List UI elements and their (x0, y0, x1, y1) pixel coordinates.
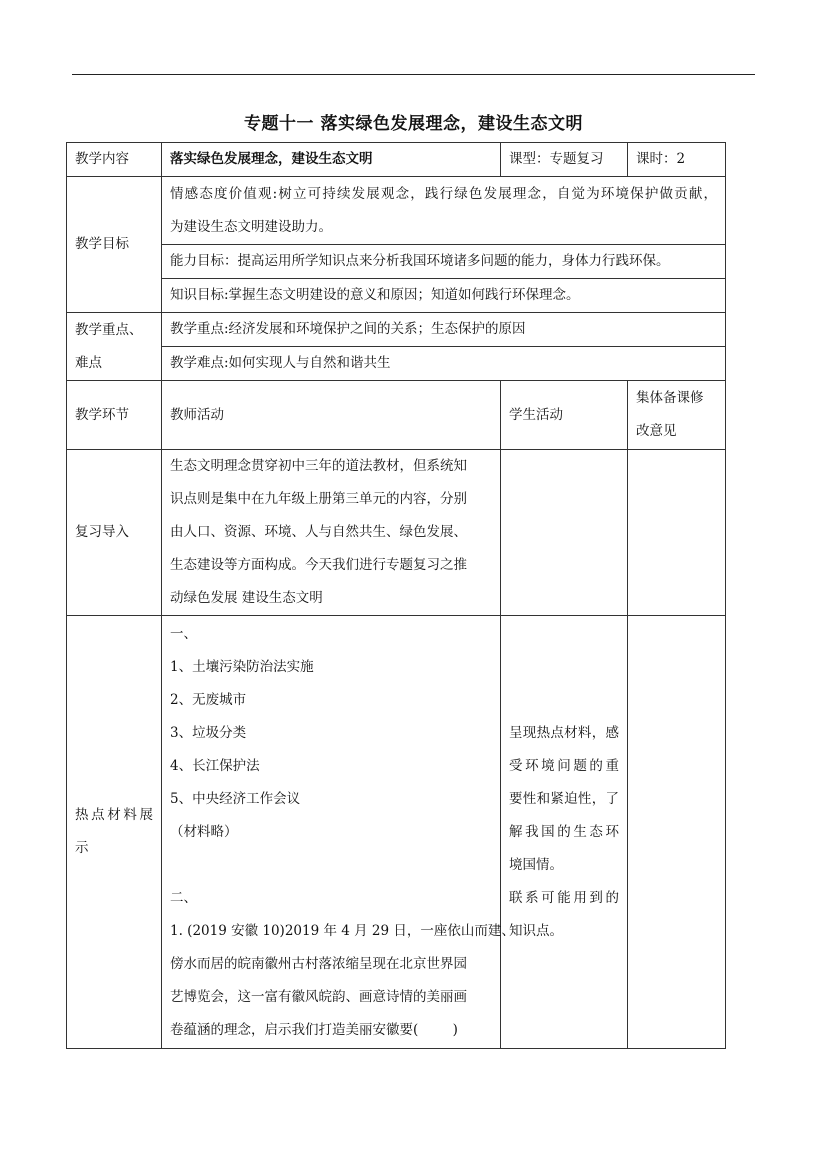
review-teacher-activity (162, 450, 501, 616)
stage-review: 复习导入 (67, 450, 162, 616)
key-focus: 教学重点:经济发展和环境保护之间的关系；生态保护的原因 (162, 313, 726, 347)
question-line: 1. (2019 安徽 10)2019 年 4 月 29 日，一座依山而建、 (170, 922, 515, 939)
student-activity-line: 境国情。 (509, 856, 563, 873)
label-teaching-objectives: 教学目标 (67, 177, 162, 313)
label-key-points-line: 教学重点、 (75, 321, 143, 338)
row-key-difficulty (67, 347, 726, 381)
question-line: 卷蕴涵的理念，启示我们打造美丽安徽要( ) (170, 1021, 458, 1038)
header-notes-line: 改意见 (636, 423, 677, 439)
row-hot-materials (67, 616, 726, 1049)
review-student-activity (501, 450, 628, 616)
teaching-content-value: 落实绿色发展理念，建设生态文明 (162, 143, 501, 177)
student-activity-line: 呈现热点材料，感 (509, 724, 619, 741)
objective-ability: 能力目标：提高运用所学知识点来分析我国环境诸多问题的能力，身体力行践环保。 (162, 245, 726, 279)
hot-materials-student-activity (501, 616, 628, 1049)
material-line: 2、无废城市 (170, 691, 247, 708)
hot-materials-notes (628, 616, 726, 1049)
stage-hot-materials-line: 示 (75, 840, 89, 856)
student-activity-line: 联系可能用到的 (509, 889, 619, 906)
row-objectives-knowledge (67, 279, 726, 313)
objective-emotion (162, 177, 726, 245)
header-rule (72, 74, 755, 75)
label-teaching-content: 教学内容 (67, 143, 162, 177)
material-line: 4、长江保护法 (170, 757, 260, 774)
student-activity-line: 要性和紧迫性，了 (509, 790, 619, 807)
row-teaching-content (67, 143, 726, 177)
row-review (67, 450, 726, 616)
material-line: 1、土壤污染防治法实施 (170, 658, 314, 675)
label-key-points (67, 313, 162, 381)
row-objectives-emotion (67, 177, 726, 245)
material-line: 二、 (170, 889, 197, 906)
review-text-line: 动绿色发展 建设生态文明 (170, 590, 323, 606)
lesson-plan-table (66, 142, 726, 1049)
material-line (170, 849, 492, 882)
student-activity-line: 解我国的生态环 (509, 823, 619, 840)
key-difficulty: 教学难点:如何实现人与自然和谐共生 (162, 347, 726, 381)
row-objectives-ability (67, 245, 726, 279)
material-line: 一、 (170, 625, 197, 642)
header-teacher-activity: 教师活动 (162, 381, 501, 450)
review-text-line: 由人口、资源、环境、人与自然共生、绿色发展、 (170, 524, 467, 540)
hot-materials-teacher-activity (162, 616, 515, 1049)
material-line: 3、垃圾分类 (170, 724, 247, 741)
review-text-line: 生态建设等方面构成。今天我们进行专题复习之推 (170, 557, 467, 573)
stage-hot-materials (67, 616, 162, 1049)
header-student-activity: 学生活动 (501, 381, 628, 450)
material-line: （材料略） (170, 823, 238, 840)
question-line: 艺博览会，这一富有徽风皖韵、画意诗情的美丽画 (170, 988, 467, 1005)
row-key-focus (67, 313, 726, 347)
review-notes (628, 450, 726, 616)
header-revision-notes (628, 381, 726, 450)
objective-emotion-line: 为建设生态文明建设助力。 (170, 218, 332, 235)
review-text-line: 识点则是集中在九年级上册第三单元的内容，分别 (170, 491, 467, 507)
header-notes-line: 集体备课修 (636, 390, 704, 406)
label-key-points-line: 难点 (75, 354, 102, 371)
objective-emotion-line: 情感态度价值观:树立可持续发展观念，践行绿色发展理念，自觉为环境保护做贡献， (170, 185, 717, 202)
stage-hot-materials-line: 热点材料展 (75, 807, 153, 823)
lesson-type: 课型：专题复习 (501, 143, 628, 177)
row-activity-header (67, 381, 726, 450)
objective-knowledge: 知识目标:掌握生态文明建设的意义和原因；知道如何践行环保理念。 (162, 279, 726, 313)
header-stage: 教学环节 (67, 381, 162, 450)
material-line: 5、中央经济工作会议 (170, 790, 301, 807)
question-line: 傍水而居的皖南徽州古村落浓缩呈现在北京世界园 (170, 955, 467, 972)
review-text-line: 生态文明理念贯穿初中三年的道法教材，但系统知 (170, 458, 467, 474)
document-title: 专题十一 落实绿色发展理念，建设生态文明 (244, 114, 583, 134)
student-activity-line: 知识点。 (509, 922, 563, 939)
lesson-hours: 课时：2 (628, 143, 726, 177)
student-activity-line: 受环境问题的重 (509, 757, 619, 774)
